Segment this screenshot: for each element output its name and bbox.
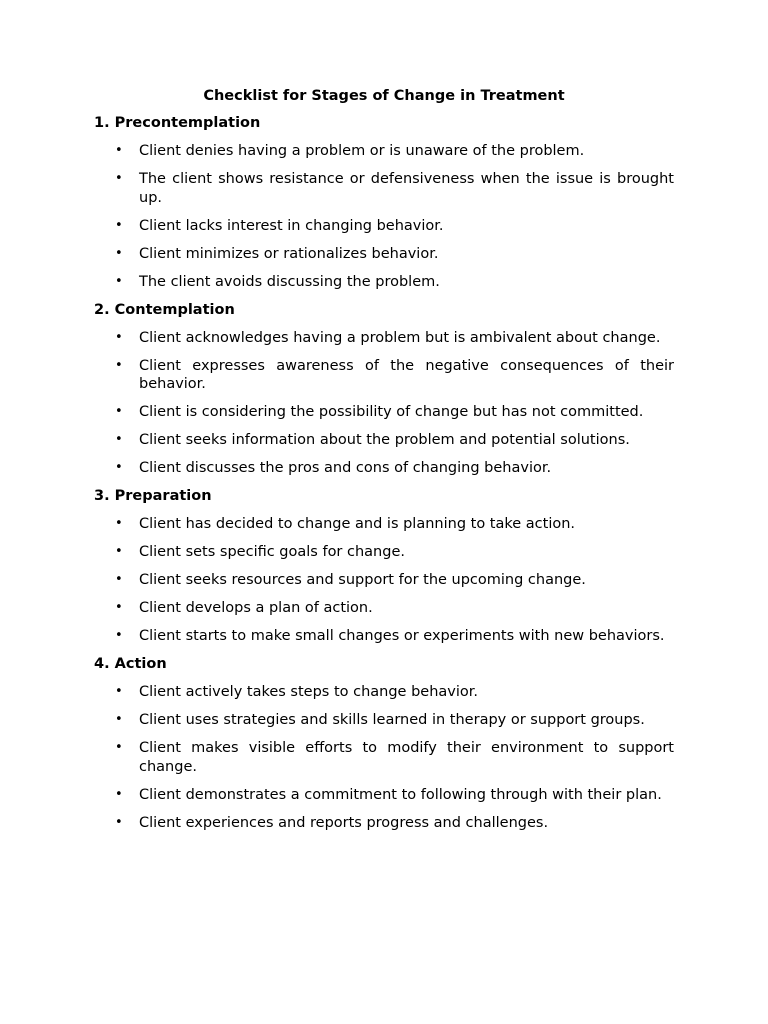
list-item: • Client minimizes or rationalizes behavior.: [139, 245, 674, 264]
bullet-list: [94, 329, 674, 478]
list-item: • Client has decided to change and is planning to take action.: [139, 515, 674, 534]
section-heading: 1. Precontemplation: [94, 115, 261, 131]
section-heading: 2. Contemplation: [94, 301, 235, 318]
list-item: • Client seeks information about the problem and potential solutions.: [139, 431, 674, 450]
section-heading: 3. Preparation: [94, 488, 212, 504]
checklist-sections: [94, 114, 674, 842]
section-heading: 4. Action: [94, 656, 167, 672]
list-item: • Client is considering the possibility of change but has not committed.: [139, 403, 674, 422]
section-preparation: [94, 487, 674, 646]
list-item: • Client develops a plan of action.: [139, 599, 674, 618]
section-contemplation: [94, 301, 674, 478]
list-item: • Client lacks interest in changing behavior.: [139, 217, 674, 236]
list-item: • Client starts to make small changes or experiments with new behaviors.: [139, 627, 674, 646]
list-item: • The client avoids discussing the problem.: [139, 273, 674, 292]
list-item: • Client expresses awareness of the negative consequences of their behavior.: [139, 357, 674, 394]
list-item: • Client actively takes steps to change behavior.: [139, 683, 674, 702]
section-action: [94, 655, 674, 832]
section-precontemplation: [94, 114, 674, 291]
bullet-list: [94, 683, 674, 832]
bullet-list: [94, 515, 674, 646]
bullet-list: [94, 142, 674, 291]
list-item: • Client discusses the pros and cons of changing behavior.: [139, 459, 674, 478]
list-item: • Client demonstrates a commitment to following through with their plan.: [139, 786, 674, 805]
document-title: Checklist for Stages of Change in Treatment: [203, 88, 565, 104]
list-item: • Client makes visible efforts to modify their environment to support change.: [139, 739, 674, 776]
list-item: • Client seeks resources and support for the upcoming change.: [139, 571, 674, 590]
list-item: • Client denies having a problem or is unaware of the problem.: [139, 142, 674, 161]
list-item: • Client sets specific goals for change.: [139, 543, 674, 562]
list-item: • Client experiences and reports progress and challenges.: [139, 814, 674, 833]
list-item: • Client acknowledges having a problem but is ambivalent about change.: [139, 329, 674, 348]
list-item: • The client shows resistance or defensiveness when the issue is brought up.: [139, 170, 674, 207]
list-item: • Client uses strategies and skills learned in therapy or support groups.: [139, 711, 674, 730]
